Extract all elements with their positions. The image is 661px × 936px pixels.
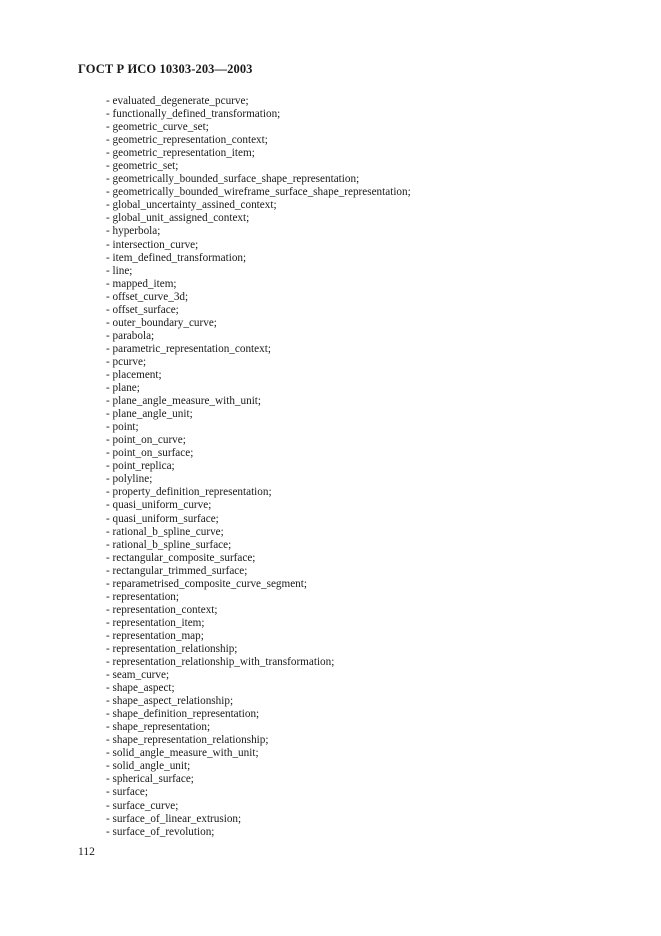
list-item: - quasi_uniform_surface; <box>106 512 219 525</box>
list-item: - surface_of_revolution; <box>106 825 215 838</box>
list-item: - mapped_item; <box>106 277 177 290</box>
list-item: - representation_map; <box>106 629 204 642</box>
list-item: - reparametrised_composite_curve_segment; <box>106 577 307 590</box>
list-item: - geometrically_bounded_surface_shape_representation; <box>106 173 360 186</box>
list-item: - representation_relationship_with_transformation; <box>106 656 335 669</box>
list-item: - offset_curve_3d; <box>106 290 189 303</box>
list-item: - plane_angle_unit; <box>106 408 193 421</box>
list-item: - outer_boundary_curve; <box>106 316 217 329</box>
list-item: - evaluated_degenerate_pcurve; <box>106 95 249 107</box>
list-item: - point_on_curve; <box>106 434 186 447</box>
list-item: - seam_curve; <box>106 669 170 682</box>
list-item: - geometrically_bounded_wireframe_surface_shape_representation; <box>106 186 411 199</box>
list-item: - shape_aspect; <box>106 682 175 695</box>
list-item: - surface; <box>106 786 148 799</box>
list-item: - intersection_curve; <box>106 238 199 251</box>
list-item: - representation_relationship; <box>106 642 238 655</box>
list-item: - hyperbola; <box>106 225 161 238</box>
list-item: - spherical_surface; <box>106 773 194 786</box>
list-item: - polyline; <box>106 473 153 486</box>
list-item: - representation_item; <box>106 616 205 629</box>
entity-list <box>106 95 411 839</box>
list-item: - geometric_representation_item; <box>106 147 255 160</box>
list-item: - rational_b_spline_curve; <box>106 525 224 538</box>
list-item: - parametric_representation_context; <box>106 342 271 355</box>
list-item: - geometric_representation_context; <box>106 134 268 147</box>
list-item: - shape_representation_relationship; <box>106 734 269 747</box>
page-number: 112 <box>78 846 95 858</box>
list-item: - item_defined_transformation; <box>106 251 247 264</box>
list-item: - global_unit_assigned_context; <box>106 212 250 225</box>
list-item: - rectangular_composite_surface; <box>106 551 256 564</box>
list-item: - parabola; <box>106 329 155 342</box>
list-item: - geometric_curve_set; <box>106 121 209 134</box>
list-item: - rectangular_trimmed_surface; <box>106 564 248 577</box>
list-item: - point_on_surface; <box>106 447 194 460</box>
list-item: - shape_definition_representation; <box>106 708 260 721</box>
list-item: - solid_angle_unit; <box>106 760 191 773</box>
list-item: - functionally_defined_transformation; <box>106 108 281 121</box>
list-item: - shape_representation; <box>106 721 211 734</box>
list-item: - plane_angle_measure_with_unit; <box>106 395 262 408</box>
list-item: - representation_context; <box>106 603 218 616</box>
list-item: - surface_of_linear_extrusion; <box>106 812 242 825</box>
list-item: - geometric_set; <box>106 160 179 173</box>
list-item: - property_definition_representation; <box>106 486 272 499</box>
list-item: - quasi_uniform_curve; <box>106 499 212 512</box>
list-item: - rational_b_spline_surface; <box>106 538 232 551</box>
list-item: - placement; <box>106 368 162 381</box>
list-item: - global_uncertainty_assined_context; <box>106 199 277 212</box>
list-item: - point; <box>106 421 139 434</box>
list-item: - surface_curve; <box>106 799 179 812</box>
list-item: - point_replica; <box>106 460 175 473</box>
list-item: - line; <box>106 264 133 277</box>
document-header-title: ГОСТ Р ИСО 10303-203—2003 <box>78 62 253 76</box>
list-item: - plane; <box>106 382 140 395</box>
list-item: - representation; <box>106 590 179 603</box>
list-item: - solid_angle_measure_with_unit; <box>106 747 259 760</box>
list-item: - shape_aspect_relationship; <box>106 695 234 708</box>
list-item: - pcurve; <box>106 355 147 368</box>
list-item: - offset_surface; <box>106 303 179 316</box>
